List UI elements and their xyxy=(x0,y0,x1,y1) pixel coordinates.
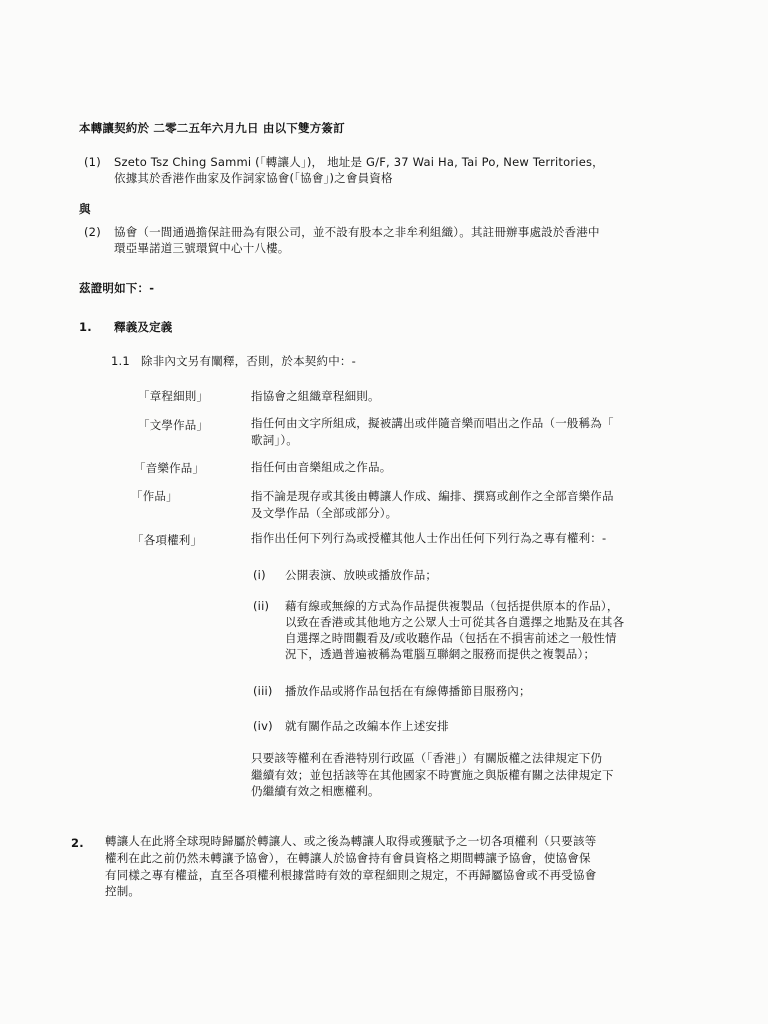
section1-sub-number: 1.1 xyxy=(111,354,130,368)
right-number: (iv) xyxy=(253,719,273,733)
definition-term: 「文學作品」 xyxy=(138,418,209,432)
right-text: 況下，透過普遍被稱為電腦互聯網之服務而提供之複製品）； xyxy=(285,647,596,661)
right-number: (iii) xyxy=(253,684,273,698)
right-text: 公開表演、放映或播放作品； xyxy=(285,568,438,582)
section1-title: 釋義及定義 xyxy=(114,320,173,334)
closing-text: 繼續有效；並包括該等在其他國家不時實施之與版權有關之法律規定下 xyxy=(251,768,614,782)
section2-number: 2. xyxy=(71,836,84,850)
right-number: (ii) xyxy=(253,599,270,613)
party2-line1: 協會（一間通過擔保註冊為有限公司，並不設有股本之非牟利組織）。其註冊辦事處設於香港中 xyxy=(114,225,600,239)
right-text: 播放作品或將作品包括在有線傳播節目服務內； xyxy=(285,684,531,698)
party1-line2: 依據其於香港作曲家及作詞家協會(「協會」)之會員資格 xyxy=(114,171,393,185)
definition-text: 指作出任何下列行為或授權其他人士作出任何下列行為之專有權利：- xyxy=(251,531,607,545)
definition-term: 「音樂作品」 xyxy=(134,461,205,475)
section1-number: 1. xyxy=(79,320,92,334)
definition-text: 及文學作品（全部或部分）。 xyxy=(251,506,398,520)
definition-text: 指任何由文字所組成，擬被講出或伴隨音樂而唱出之作品（一般稱為「 xyxy=(251,416,614,430)
definition-text: 指不論是現存或其後由轉讓人作成、編排、撰寫或創作之全部音樂作品 xyxy=(251,489,614,503)
party2-number: (2) xyxy=(84,225,101,239)
right-text: 以致在香港或其他地方之公眾人士可從其各自選擇之地點及在其各 xyxy=(285,615,625,629)
party1-line1: Szeto Tsz Ching Sammi (「轉讓人」)， 地址是 G/F, 37 Wai Ha, Tai Po, New Territories， xyxy=(114,155,604,169)
right-text: 就有關作品之改編本作上述安排 xyxy=(285,719,449,733)
section2-text: 有同樣之專有權益，直至各項權利根據當時有效的章程細則之規定，不再歸屬協會或不再受協會 xyxy=(105,868,597,882)
definition-term: 「作品」 xyxy=(131,489,178,503)
right-number: (i) xyxy=(253,568,266,582)
intro-line: 本轉讓契約於 二零二五年六月九日 由以下雙方簽訂 xyxy=(79,121,345,135)
definition-text: 指協會之組織章程細則。 xyxy=(251,389,380,403)
definition-text: 歌詞」）。 xyxy=(251,433,298,447)
right-text: 自選擇之時間觀看及/或收聽作品（包括在不損害前述之一般性情 xyxy=(285,631,617,645)
party1-number: (1) xyxy=(84,155,101,169)
closing-text: 只要該等權利在香港特別行政區（「香港」）有關版權之法律規定下仍 xyxy=(251,751,603,765)
and-word: 與 xyxy=(79,202,91,216)
section1-sub-text: 除非內文另有闡釋，否則，於本契約中：- xyxy=(141,354,356,368)
right-text: 藉有線或無線的方式為作品提供複製品（包括提供原本的作品）， xyxy=(285,599,619,613)
definition-text: 指任何由音樂組成之作品。 xyxy=(251,460,392,474)
definition-term: 「章程細則」 xyxy=(138,389,209,403)
definition-term: 「各項權利」 xyxy=(132,533,203,547)
witness-line: 茲證明如下：- xyxy=(79,281,155,295)
closing-text: 仍繼續有效之相應權利。 xyxy=(251,784,380,798)
section2-text: 權利在此之前仍然未轉讓予協會），在轉讓人於協會持有會員資格之期間轉讓予協會，使協會保 xyxy=(105,851,591,865)
section2-text: 控制。 xyxy=(105,884,141,898)
section2-text: 轉讓人在此將全球現時歸屬於轉讓人、或之後為轉讓人取得或獲賦予之一切各項權利（只要該等 xyxy=(105,834,597,848)
party2-line2: 環亞畢諾道三號環貿中心十八樓。 xyxy=(114,241,290,255)
